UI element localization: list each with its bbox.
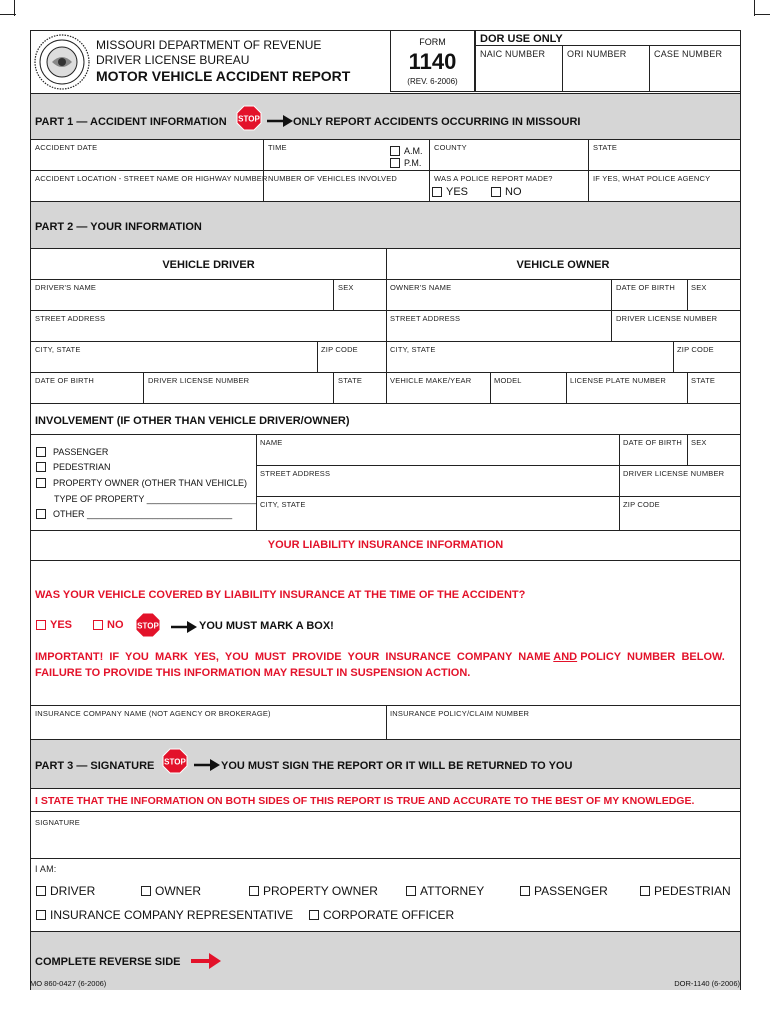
driver-state-label: STATE [338, 376, 363, 385]
insurance-no-label: NO [107, 619, 124, 631]
owner-street-label: STREET ADDRESS [390, 314, 461, 323]
vehicle-make-label: VEHICLE MAKE/YEAR [390, 376, 472, 385]
important-line-2: FAILURE TO PROVIDE THIS INFORMATION MAY RESULT IN SUSPENSION ACTION. [35, 667, 471, 679]
involved-license-label: DRIVER LICENSE NUMBER [623, 469, 725, 478]
insurance-question: WAS YOUR VEHICLE COVERED BY LIABILITY INSURANCE AT THE TIME OF THE ACCIDENT? [35, 589, 526, 601]
stop-sign-icon [135, 612, 161, 638]
form-code-right: DOR-1140 (6-2006) [674, 979, 740, 988]
am-label: A.M. [404, 146, 423, 156]
involved-zip-label: ZIP CODE [623, 500, 660, 509]
complete-reverse-label: COMPLETE REVERSE SIDE [35, 956, 181, 968]
important-line-1 [35, 651, 740, 663]
accident-report-form [30, 30, 741, 990]
passenger-label: PASSENGER [53, 447, 109, 457]
part3-note: YOU MUST SIGN THE REPORT OR IT WILL BE RETURNED TO YOU [221, 760, 573, 772]
arrow-right-icon [267, 115, 293, 127]
property-owner-label: PROPERTY OWNER (OTHER THAN VEHICLE) [53, 478, 248, 488]
arrow-right-icon [191, 953, 221, 969]
stop-sign-text: STOP [238, 114, 260, 124]
accident-date-label: ACCIDENT DATE [35, 143, 98, 152]
role-attorney-label: ATTORNEY [420, 884, 485, 898]
dor-use-title: DOR USE ONLY [480, 33, 563, 45]
am-checkbox[interactable] [390, 146, 423, 156]
important-1b: POLICY NUMBER BELOW. [580, 651, 725, 663]
drivers-name-label: DRIVER'S NAME [35, 283, 97, 292]
role-corporate-checkbox[interactable] [309, 908, 454, 922]
arrow-right-icon [171, 621, 197, 633]
state-label: STATE [593, 143, 618, 152]
police-yes-checkbox[interactable] [432, 186, 468, 198]
role-insurance-rep-checkbox[interactable] [36, 908, 293, 922]
stop-sign-text: STOP [137, 621, 159, 631]
involved-street-label: STREET ADDRESS [260, 469, 331, 478]
driver-street-label: STREET ADDRESS [35, 314, 106, 323]
other-label: OTHER _____________________________ [53, 509, 233, 519]
passenger-box[interactable] [36, 447, 46, 457]
owner-sex-label: SEX [691, 283, 707, 292]
police-yes-label: YES [446, 186, 469, 198]
role-property-owner-box[interactable] [249, 886, 259, 896]
am-box[interactable] [390, 146, 400, 156]
role-property-owner-checkbox[interactable] [249, 884, 378, 898]
police-yes-box[interactable] [432, 187, 442, 197]
role-attorney-checkbox[interactable] [406, 884, 484, 898]
pedestrian-label: PEDESTRIAN [53, 462, 111, 472]
police-agency-label: IF YES, WHAT POLICE AGENCY [593, 174, 711, 183]
license-plate-label: LICENSE PLATE NUMBER [570, 376, 666, 385]
role-corporate-box[interactable] [309, 910, 319, 920]
insurance-title: YOUR LIABILITY INSURANCE INFORMATION [267, 539, 504, 551]
pm-checkbox[interactable] [390, 158, 421, 168]
police-no-label: NO [505, 186, 522, 198]
passenger-checkbox[interactable] [36, 447, 108, 457]
role-pedestrian-label: PEDESTRIAN [654, 884, 731, 898]
signature-field[interactable] [32, 828, 739, 858]
vehicle-driver-heading: VEHICLE DRIVER [162, 259, 255, 271]
stop-sign-text: STOP [164, 757, 186, 767]
police-report-label: WAS A POLICE REPORT MADE? [434, 174, 553, 183]
insurance-no-box[interactable] [93, 620, 103, 630]
other-checkbox[interactable] [36, 509, 232, 519]
role-passenger-checkbox[interactable] [520, 884, 608, 898]
role-owner-label: OWNER [155, 884, 201, 898]
driver-dob-label: DATE OF BIRTH [35, 376, 94, 385]
insurance-yes-label: YES [50, 619, 73, 631]
signature-label: SIGNATURE [35, 818, 80, 827]
role-passenger-label: PASSENGER [534, 884, 608, 898]
part3-title: PART 3 — SIGNATURE [35, 760, 155, 772]
role-driver-checkbox[interactable] [36, 884, 95, 898]
arrow-right-icon [194, 759, 220, 771]
vehicle-owner-heading: VEHICLE OWNER [516, 259, 610, 271]
pedestrian-checkbox[interactable] [36, 462, 111, 472]
role-corporate-label: CORPORATE OFFICER [323, 908, 455, 922]
insurance-no-checkbox[interactable] [93, 619, 124, 631]
role-insurance-rep-label: INSURANCE COMPANY REPRESENTATIVE [50, 908, 294, 922]
role-owner-checkbox[interactable] [141, 884, 201, 898]
important-1a: IMPORTANT! IF YOU MARK YES, YOU MUST PROVIDE YOUR INSURANCE COMPANY NAME [35, 651, 551, 663]
other-box[interactable] [36, 509, 46, 519]
role-property-owner-label: PROPERTY OWNER [263, 884, 378, 898]
dept-name: MISSOURI DEPARTMENT OF REVENUE [96, 38, 322, 52]
stop-sign-icon [236, 105, 262, 131]
driver-zip-label: ZIP CODE [321, 345, 358, 354]
insurance-yes-box[interactable] [36, 620, 46, 630]
time-label: TIME [268, 143, 287, 152]
role-driver-label: DRIVER [50, 884, 96, 898]
involved-city-label: CITY, STATE [260, 500, 306, 509]
form-label: FORM [419, 37, 446, 47]
role-pedestrian-box[interactable] [640, 886, 650, 896]
insurance-company-label: INSURANCE COMPANY NAME (NOT AGENCY OR BROKERAGE) [35, 709, 271, 718]
role-passenger-box[interactable] [520, 886, 530, 896]
form-revision: (REV. 6-2006) [407, 77, 458, 86]
pm-box[interactable] [390, 158, 400, 168]
form-code-left: MO 860-0427 (6-2006) [30, 979, 107, 988]
form-number: 1140 [408, 49, 457, 74]
property-owner-checkbox[interactable] [36, 478, 247, 488]
i-am-label: I AM: [35, 864, 57, 874]
ori-number-label: ORI NUMBER [567, 49, 627, 59]
stop-sign-icon [162, 748, 188, 774]
part1-title: PART 1 — ACCIDENT INFORMATION [35, 116, 227, 128]
county-label: COUNTY [434, 143, 467, 152]
pedestrian-box[interactable] [36, 462, 46, 472]
police-no-box[interactable] [491, 187, 501, 197]
vehicle-model-label: MODEL [494, 376, 522, 385]
owner-city-label: CITY, STATE [390, 345, 436, 354]
driver-city-label: CITY, STATE [35, 345, 81, 354]
police-no-checkbox[interactable] [491, 186, 522, 198]
insurance-policy-label: INSURANCE POLICY/CLAIM NUMBER [390, 709, 530, 718]
involvement-title: INVOLVEMENT (IF OTHER THAN VEHICLE DRIVER/OWNER) [35, 415, 350, 427]
involved-sex-label: SEX [691, 438, 707, 447]
vehicles-involved-label: NUMBER OF VEHICLES INVOLVED [268, 174, 398, 183]
naic-number-label: NAIC NUMBER [480, 49, 546, 59]
important-and: AND [553, 651, 578, 663]
plate-state-label: STATE [691, 376, 716, 385]
bureau-name: DRIVER LICENSE BUREAU [96, 53, 250, 67]
role-insurance-rep-box[interactable] [36, 910, 46, 920]
insurance-yes-checkbox[interactable] [36, 619, 72, 631]
pm-label: P.M. [404, 158, 422, 168]
property-owner-box[interactable] [36, 478, 46, 488]
owners-name-label: OWNER'S NAME [390, 283, 452, 292]
involved-name-label: NAME [260, 438, 283, 447]
must-mark-note: YOU MUST MARK A BOX! [199, 620, 334, 632]
driver-license-label: DRIVER LICENSE NUMBER [148, 376, 250, 385]
part1-note: ONLY REPORT ACCIDENTS OCCURRING IN MISSOURI [293, 116, 581, 128]
accident-location-label: ACCIDENT LOCATION - STREET NAME OR HIGHWAY NUMBER [35, 174, 268, 183]
owner-zip-label: ZIP CODE [677, 345, 714, 354]
role-attorney-box[interactable] [406, 886, 416, 896]
form-title: MOTOR VEHICLE ACCIDENT REPORT [96, 68, 351, 84]
role-owner-box[interactable] [141, 886, 151, 896]
owner-dob-label: DATE OF BIRTH [616, 283, 675, 292]
type-of-property-label: TYPE OF PROPERTY ______________________ [54, 494, 257, 504]
owner-license-label: DRIVER LICENSE NUMBER [616, 314, 718, 323]
role-pedestrian-checkbox[interactable] [640, 884, 731, 898]
involved-dob-label: DATE OF BIRTH [623, 438, 682, 447]
case-number-label: CASE NUMBER [654, 49, 723, 59]
role-driver-box[interactable] [36, 886, 46, 896]
part2-title: PART 2 — YOUR INFORMATION [35, 221, 202, 233]
driver-sex-label: SEX [338, 283, 354, 292]
statement-text: I STATE THAT THE INFORMATION ON BOTH SIDES OF THIS REPORT IS TRUE AND ACCURATE TO THE BEST OF MY KNOWLEDGE. [35, 795, 695, 807]
